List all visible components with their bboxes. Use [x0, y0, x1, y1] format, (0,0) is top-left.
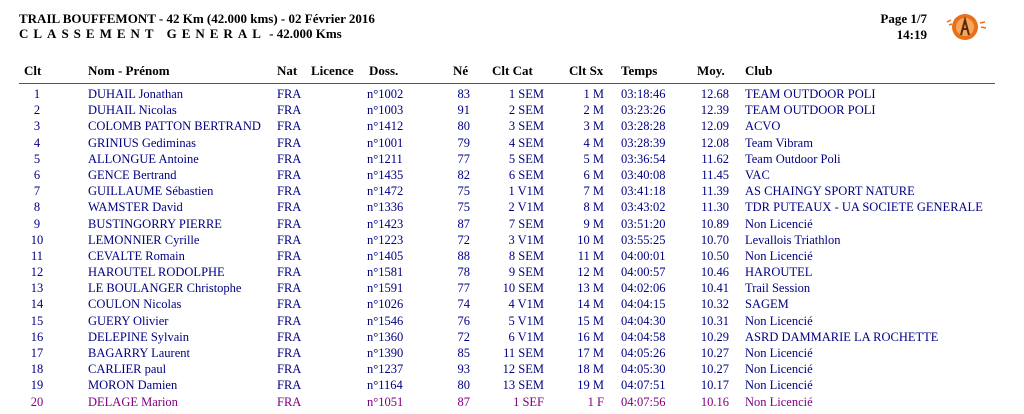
col-header-nom: Nom - Prénom	[88, 63, 170, 78]
cell-birth-year: 87	[457, 394, 470, 409]
cell-club: Non Licencié	[745, 394, 813, 409]
cell-birth-year: 85	[457, 346, 470, 360]
cell-bib: n°1390	[367, 346, 404, 360]
cell-rank: 2	[33, 103, 41, 118]
cell-average-speed: 12.08	[700, 135, 729, 150]
cell-time: 03:18:46	[621, 87, 666, 101]
table-row	[0, 296, 1024, 312]
cell-average-speed: 11.62	[701, 151, 729, 166]
cell-average-speed: 10.16	[700, 394, 729, 409]
document-subtitle	[19, 26, 342, 42]
cell-average-speed: 10.70	[700, 232, 729, 247]
cell-rank: 10	[30, 232, 44, 247]
cell-rank: 14	[30, 297, 44, 312]
cell-birth-year: 87	[457, 216, 470, 231]
cell-time: 03:28:28	[621, 119, 666, 134]
cell-bib: n°1237	[367, 362, 404, 377]
results-table	[0, 86, 1024, 410]
cell-average-speed: 10.31	[700, 313, 729, 328]
logo-right-mark	[980, 22, 986, 28]
cell-bib: n°1412	[367, 119, 404, 134]
cell-club: Non Licencié	[745, 346, 813, 360]
cell-sex-rank: 9 M	[583, 216, 604, 231]
table-row	[0, 264, 1024, 280]
cell-club: Team Outdoor Poli	[745, 151, 841, 166]
cell-birth-year: 72	[457, 329, 470, 344]
cell-bib: n°1001	[367, 135, 404, 150]
cell-name: CARLIER paul	[88, 362, 167, 377]
cell-time: 03:23:26	[621, 103, 666, 118]
cell-name: ALLONGUE Antoine	[88, 151, 199, 166]
cell-club: Non Licencié	[745, 362, 813, 377]
cell-club: TDR PUTEAUX - UA SOCIETE GENERALE	[745, 200, 983, 215]
cell-nationality: FRA	[277, 200, 302, 215]
cell-time: 04:04:58	[621, 329, 666, 344]
cell-time: 03:40:08	[621, 167, 666, 182]
cell-time: 04:04:15	[621, 297, 666, 312]
cell-category-rank: 5 V1M	[508, 313, 544, 328]
cell-time: 03:51:20	[621, 216, 666, 231]
cell-rank: 20	[30, 394, 44, 409]
cell-nationality: FRA	[277, 216, 302, 231]
cell-category-rank: 4 SEM	[508, 135, 544, 150]
cell-category-rank: 2 V1M	[508, 200, 544, 215]
cell-category-rank: 7 SEM	[508, 216, 544, 231]
cell-nationality: FRA	[277, 248, 302, 263]
cell-nationality: FRA	[277, 119, 302, 134]
table-row	[0, 199, 1024, 215]
print-time: 14:19	[896, 27, 927, 42]
cell-sex-rank: 1 F	[587, 394, 604, 409]
cell-nationality: FRA	[277, 329, 302, 344]
cell-bib: n°1336	[367, 200, 404, 215]
cell-average-speed: 10.89	[700, 216, 729, 231]
cell-nationality: FRA	[277, 232, 302, 247]
cell-birth-year: 80	[457, 119, 470, 134]
document-title: TRAIL BOUFFEMONT - 42 Km (42.000 kms) - 02 Février 2016	[19, 11, 375, 26]
cell-category-rank: 13 SEM	[502, 378, 544, 393]
cell-bib: n°1026	[367, 297, 404, 312]
cell-birth-year: 75	[457, 184, 470, 199]
cell-birth-year: 88	[457, 248, 470, 263]
cell-average-speed: 10.50	[700, 248, 729, 263]
cell-birth-year: 72	[457, 232, 470, 247]
table-row	[0, 135, 1024, 151]
cell-bib: n°1164	[367, 378, 403, 393]
cell-nationality: FRA	[277, 378, 302, 393]
table-row	[0, 248, 1024, 264]
cell-nationality: FRA	[277, 265, 302, 280]
cell-average-speed: 12.68	[700, 87, 729, 101]
cell-rank: 18	[30, 362, 44, 377]
table-row	[0, 394, 1024, 410]
cell-nationality: FRA	[277, 394, 302, 409]
col-header-club: Club	[745, 63, 773, 78]
cell-club: Non Licencié	[745, 248, 813, 263]
cell-birth-year: 77	[457, 151, 470, 166]
cell-bib: n°1002	[367, 87, 404, 101]
cell-club: AS CHAINGY SPORT NATURE	[745, 184, 915, 199]
cell-club: ASRD DAMMARIE LA ROCHETTE	[745, 329, 939, 344]
cell-name: CEVALTE Romain	[88, 248, 185, 263]
cell-sex-rank: 5 M	[583, 151, 604, 166]
cell-nationality: FRA	[277, 297, 302, 312]
cell-category-rank: 6 V1M	[508, 329, 544, 344]
cell-name: DUHAIL Nicolas	[88, 103, 177, 118]
cell-birth-year: 77	[457, 281, 470, 296]
cell-average-speed: 10.27	[700, 362, 729, 377]
cell-time: 04:00:57	[621, 265, 666, 280]
cell-rank: 3	[33, 119, 41, 134]
cell-bib: n°1472	[367, 184, 404, 199]
cell-birth-year: 80	[457, 378, 470, 393]
cell-sex-rank: 16 M	[577, 329, 604, 344]
cell-category-rank: 8 SEM	[508, 248, 544, 263]
cell-rank: 7	[33, 184, 41, 199]
cell-time: 03:36:54	[621, 151, 666, 166]
cell-name: LE BOULANGER Christophe	[88, 281, 242, 296]
cell-average-speed: 11.45	[701, 167, 729, 182]
cell-sex-rank: 2 M	[583, 103, 604, 118]
cell-category-rank: 11 SEM	[503, 346, 544, 360]
cell-average-speed: 11.39	[701, 184, 729, 199]
cell-name: DUHAIL Jonathan	[88, 87, 184, 101]
cell-average-speed: 10.27	[700, 346, 729, 360]
table-row	[0, 345, 1024, 361]
col-header-clt-sx: Clt Sx	[569, 63, 604, 78]
cell-sex-rank: 8 M	[583, 200, 604, 215]
cell-birth-year: 78	[457, 265, 470, 280]
page-number: Page 1/7	[880, 11, 927, 26]
header-divider	[19, 83, 995, 84]
cell-time: 04:04:30	[621, 313, 666, 328]
cell-bib: n°1546	[367, 313, 404, 328]
cell-nationality: FRA	[277, 103, 302, 118]
cell-category-rank: 1 SEF	[513, 394, 544, 409]
cell-bib: n°1591	[367, 281, 404, 296]
cell-bib: n°1360	[367, 329, 404, 344]
cell-average-speed: 11.30	[701, 200, 729, 215]
cell-club: Trail Session	[745, 281, 811, 296]
table-row	[0, 377, 1024, 393]
table-row	[0, 216, 1024, 232]
cell-sex-rank: 13 M	[577, 281, 604, 296]
cell-club: Non Licencié	[745, 378, 813, 393]
col-header-moy: Moy.	[697, 63, 725, 78]
cell-birth-year: 75	[457, 200, 470, 215]
cell-name: GENCE Bertrand	[88, 167, 177, 182]
cell-club: Non Licencié	[745, 313, 813, 328]
cell-rank: 6	[33, 167, 41, 182]
logo-left-mark	[947, 20, 952, 25]
cell-club: SAGEM	[745, 297, 789, 312]
cell-bib: n°1223	[367, 232, 404, 247]
cell-name: LEMONNIER Cyrille	[88, 232, 200, 247]
cell-category-rank: 9 SEM	[508, 265, 544, 280]
cell-name: BAGARRY Laurent	[88, 346, 190, 360]
cell-sex-rank: 12 M	[577, 265, 604, 280]
cell-birth-year: 83	[457, 87, 470, 101]
cell-average-speed: 10.41	[700, 281, 729, 296]
cell-name: GUERY Olivier	[88, 313, 169, 328]
cell-average-speed: 10.29	[700, 329, 729, 344]
cell-time: 04:05:26	[621, 346, 666, 360]
cell-time: 04:02:06	[621, 281, 666, 296]
cell-bib: n°1581	[367, 265, 404, 280]
table-row	[0, 361, 1024, 377]
cell-nationality: FRA	[277, 87, 302, 101]
cell-sex-rank: 4 M	[583, 135, 604, 150]
col-header-temps: Temps	[621, 63, 658, 78]
col-header-nat: Nat	[277, 63, 298, 78]
cell-rank: 11	[30, 248, 44, 263]
cell-time: 04:07:56	[621, 394, 666, 409]
cell-sex-rank: 1 M	[583, 87, 604, 101]
cell-category-rank: 3 SEM	[508, 119, 544, 134]
cell-nationality: FRA	[277, 135, 302, 150]
table-row	[0, 102, 1024, 118]
cell-bib: n°1003	[367, 103, 404, 118]
cell-time: 04:05:30	[621, 362, 666, 377]
cell-rank: 19	[30, 378, 44, 393]
cell-category-rank: 1 V1M	[508, 184, 544, 199]
cell-rank: 16	[30, 329, 44, 344]
page-info	[880, 11, 927, 43]
col-header-clt-cat: Clt Cat	[492, 63, 533, 78]
cell-time: 03:43:02	[621, 200, 666, 215]
cell-category-rank: 4 V1M	[508, 297, 544, 312]
cell-club: TEAM OUTDOOR POLI	[745, 103, 876, 118]
table-row	[0, 167, 1024, 183]
cell-club: Levallois Triathlon	[745, 232, 841, 247]
cell-time: 04:00:01	[621, 248, 666, 263]
cell-sex-rank: 18 M	[577, 362, 604, 377]
cell-bib: n°1211	[367, 151, 403, 166]
col-header-licence: Licence	[311, 63, 354, 78]
cell-club: Non Licencié	[745, 216, 813, 231]
cell-rank: 17	[30, 346, 44, 360]
cell-nationality: FRA	[277, 313, 302, 328]
cell-club: TEAM OUTDOOR POLI	[745, 87, 876, 101]
cell-average-speed: 10.17	[700, 378, 729, 393]
table-row	[0, 151, 1024, 167]
cell-nationality: FRA	[277, 184, 302, 199]
cell-time: 03:28:39	[621, 135, 666, 150]
col-header-clt: Clt	[24, 63, 42, 78]
cell-club: VAC	[745, 167, 770, 182]
cell-bib: n°1051	[367, 394, 404, 409]
table-row	[0, 118, 1024, 134]
cell-birth-year: 79	[457, 135, 470, 150]
subtitle-distance: - 42.000 Kms	[269, 26, 342, 41]
cell-sex-rank: 6 M	[583, 167, 604, 182]
cell-club: HAROUTEL	[745, 265, 813, 280]
cell-name: BUSTINGORRY PIERRE	[88, 216, 222, 231]
cell-club: Team Vibram	[745, 135, 813, 150]
table-row	[0, 280, 1024, 296]
cell-average-speed: 10.32	[700, 297, 729, 312]
cell-nationality: FRA	[277, 362, 302, 377]
cell-bib: n°1405	[367, 248, 404, 263]
cell-name: GRINIUS Gediminas	[88, 135, 196, 150]
cell-rank: 12	[30, 265, 44, 280]
table-row	[0, 329, 1024, 345]
cell-name: GUILLAUME Sébastien	[88, 184, 214, 199]
cell-nationality: FRA	[277, 346, 302, 360]
cell-birth-year: 82	[457, 167, 470, 182]
cell-bib: n°1423	[367, 216, 404, 231]
cell-birth-year: 91	[457, 103, 470, 118]
trail-runner-logo-icon	[944, 10, 988, 44]
cell-sex-rank: 17 M	[577, 346, 604, 360]
cell-nationality: FRA	[277, 167, 302, 182]
cell-name: WAMSTER David	[88, 200, 183, 215]
cell-average-speed: 10.46	[700, 265, 729, 280]
cell-rank: 13	[30, 281, 44, 296]
cell-rank: 9	[33, 216, 41, 231]
col-header-doss: Doss.	[369, 63, 399, 78]
cell-sex-rank: 3 M	[583, 119, 604, 134]
cell-name: COLOMB PATTON BERTRAND	[88, 119, 261, 134]
cell-category-rank: 1 SEM	[508, 87, 544, 101]
cell-sex-rank: 15 M	[577, 313, 604, 328]
cell-category-rank: 12 SEM	[502, 362, 544, 377]
table-row	[0, 183, 1024, 199]
cell-name: DELEPINE Sylvain	[88, 329, 190, 344]
cell-category-rank: 3 V1M	[508, 232, 544, 247]
cell-average-speed: 12.39	[700, 103, 729, 118]
cell-name: HAROUTEL RODOLPHE	[88, 265, 225, 280]
cell-rank: 5	[33, 151, 41, 166]
cell-name: MORON Damien	[88, 378, 178, 393]
cell-time: 03:55:25	[621, 232, 666, 247]
cell-category-rank: 6 SEM	[508, 167, 544, 182]
table-row	[0, 232, 1024, 248]
cell-sex-rank: 19 M	[577, 378, 604, 393]
cell-average-speed: 12.09	[700, 119, 729, 134]
subtitle-classement: CLASSEMENT GENERAL	[19, 26, 266, 41]
table-row	[0, 86, 1024, 102]
cell-bib: n°1435	[367, 167, 404, 182]
cell-club: ACVO	[745, 119, 781, 134]
table-row	[0, 313, 1024, 329]
cell-sex-rank: 14 M	[577, 297, 604, 312]
cell-sex-rank: 10 M	[577, 232, 604, 247]
cell-time: 03:41:18	[621, 184, 666, 199]
cell-nationality: FRA	[277, 281, 302, 296]
cell-nationality: FRA	[277, 151, 302, 166]
cell-category-rank: 10 SEM	[502, 281, 544, 296]
cell-time: 04:07:51	[621, 378, 666, 393]
cell-name: DELAGE Marion	[88, 394, 178, 409]
cell-rank: 4	[33, 135, 41, 150]
cell-category-rank: 5 SEM	[508, 151, 544, 166]
cell-sex-rank: 7 M	[583, 184, 604, 199]
cell-birth-year: 74	[457, 297, 470, 312]
cell-rank: 1	[33, 87, 41, 101]
cell-name: COULON Nicolas	[88, 297, 182, 312]
col-header-ne: Né	[453, 63, 469, 78]
cell-birth-year: 93	[457, 362, 470, 377]
cell-sex-rank: 11 M	[577, 248, 604, 263]
cell-rank: 15	[30, 313, 44, 328]
cell-rank: 8	[33, 200, 41, 215]
cell-category-rank: 2 SEM	[508, 103, 544, 118]
cell-birth-year: 76	[457, 313, 470, 328]
